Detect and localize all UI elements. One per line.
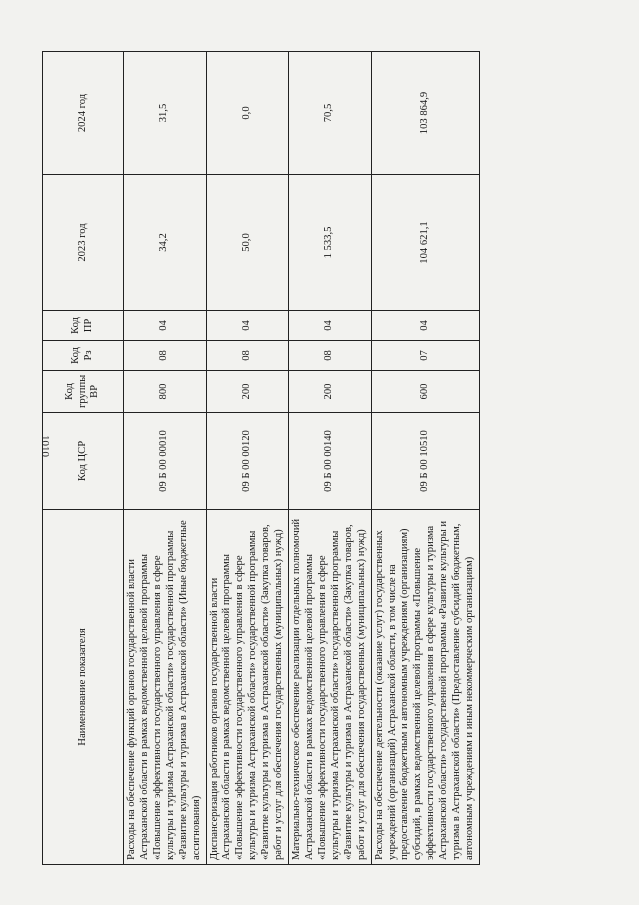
- row-2023: 104 621,1: [371, 175, 479, 311]
- row-vr: 600: [371, 371, 479, 413]
- row-2024: 70,5: [289, 52, 372, 175]
- row-rz: 08: [206, 341, 289, 371]
- header-vr: Код группы ВР: [43, 371, 124, 413]
- header-rz: Код Рз: [43, 341, 124, 371]
- row-pr: 04: [206, 311, 289, 341]
- row-rz: 08: [289, 341, 372, 371]
- table-row: [289, 52, 372, 865]
- row-name: Материально-техническое обеспечение реализации отдельных полномочий Астраханской области в рамках ведомственной целевой программы «Повышение эффективности государственного управления в сфере культуры и туризма Астраханской области» государственной программы «Развитие культуры и туризма в Астраханской области» (Закупка товаров, работ и услуг для обеспечения государственных (муниципальных) нужд): [289, 510, 372, 865]
- table-header-row: [43, 52, 124, 865]
- row-2023: 34,2: [124, 175, 207, 311]
- row-pr: 04: [124, 311, 207, 341]
- row-rz: 08: [124, 341, 207, 371]
- row-csr: 09 Б 00 00140: [289, 413, 372, 510]
- row-vr: 800: [124, 371, 207, 413]
- row-name: Расходы на обеспечение функций органов государственной власти Астраханской области в рамках ведомственной целевой программы «Повышение эффективности государственного управления в сфере культуры и туризма Астраханской области» государственной программы «Развитие культуры и туризма в Астраханской области» (Иные бюджетные ассигнования): [124, 510, 207, 865]
- header-csr: Код ЦСР: [43, 413, 124, 510]
- table-row: [124, 52, 207, 865]
- row-pr: 04: [371, 311, 479, 341]
- row-vr: 200: [206, 371, 289, 413]
- row-csr: 09 Б 00 00120: [206, 413, 289, 510]
- row-2023: 50,0: [206, 175, 289, 311]
- table-row: [371, 52, 479, 865]
- row-pr: 04: [289, 311, 372, 341]
- row-csr: 09 Б 00 00010: [124, 413, 207, 510]
- header-name: Наименование показателя: [43, 510, 124, 865]
- header-2024: 2024 год: [43, 52, 124, 175]
- row-vr: 200: [289, 371, 372, 413]
- budget-table: [42, 51, 480, 865]
- page-number: 1010: [39, 435, 51, 457]
- header-pr: Код ПР: [43, 311, 124, 341]
- row-rz: 07: [371, 341, 479, 371]
- row-2023: 1 533,5: [289, 175, 372, 311]
- table-row: [206, 52, 289, 865]
- row-2024: 0,0: [206, 52, 289, 175]
- row-csr: 09 Б 00 10510: [371, 413, 479, 510]
- header-2023: 2023 год: [43, 175, 124, 311]
- budget-table-sheet: [42, 52, 572, 865]
- row-2024: 31,5: [124, 52, 207, 175]
- row-name: Расходы на обеспечение деятельности (оказание услуг) государственных учреждений (организаций) Астраханской области, в том числе на предоставление бюджетным и автономным учреждениям (организациям) субсидий, в рамках ведомственной целевой программы «Повышение эффективности государственного управления в сфере культуры и туризма Астраханской области» государственной программы «Развитие культуры и туризма в Астраханской области» (Предоставление субсидий бюджетным, автономным учреждениям и иным некоммерческим организациям): [371, 510, 479, 865]
- row-name: Диспансеризация работников органов государственной власти Астраханской области в рамках ведомственной целевой программы «Повышение эффективности государственного управления в сфере культуры и туризма Астраханской области» государственной программы «Развитие культуры и туризма в Астраханской области» (Закупка товаров, работ и услуг для обеспечения государственных (муниципальных) нужд): [206, 510, 289, 865]
- row-2024: 103 864,9: [371, 52, 479, 175]
